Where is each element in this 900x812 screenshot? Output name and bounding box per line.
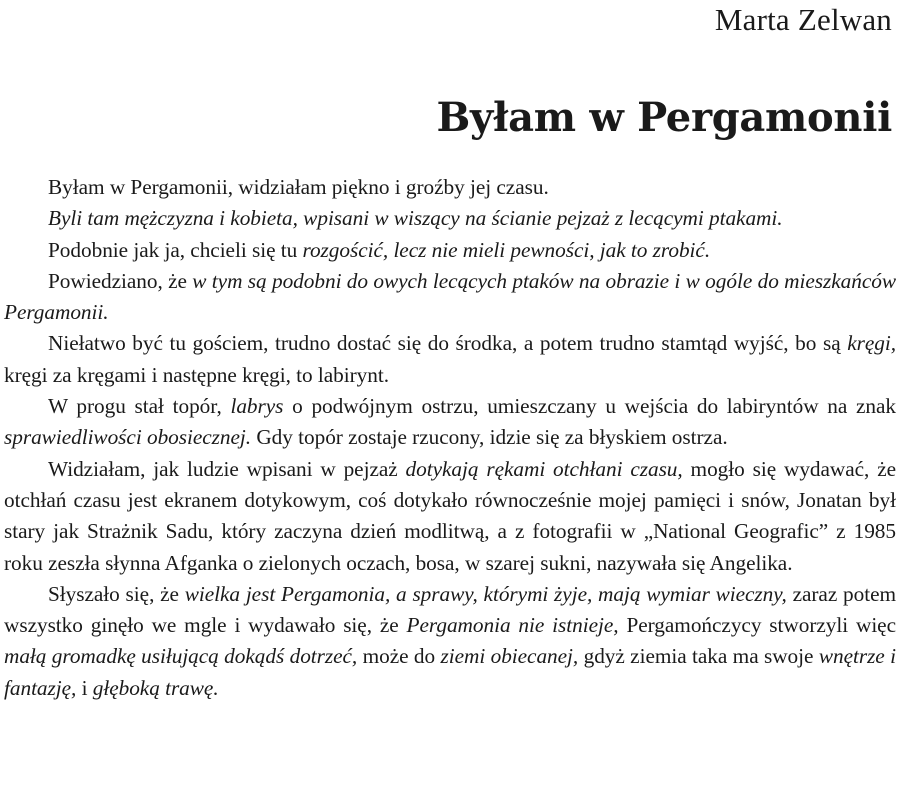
text-run: Widziałam, jak ludzie wpisani w pejzaż [48,456,406,481]
text-run: Niełatwo być tu gościem, trudno dostać się do środka, a potem trudno stamtąd wyjść, bo są [48,331,848,356]
text-run-italic: wielka jest Pergamonia, a sprawy, którymi żyje, mają wymiar wieczny, [184,581,787,606]
text-run-italic: małą gromadkę usiłującą dokądś dotrzeć, [4,644,358,669]
text-run: Słyszało się, że [48,581,185,606]
body-text [4,172,896,704]
text-run: Pergamończycy stworzyli więc [618,613,896,638]
text-run-italic: dotykają rękami otchłani czasu, [405,456,683,481]
text-run-italic: w tym są podobni do owych lecących ptaków na obrazie i w ogóle do mieszkańców Pergamonii. [4,268,896,325]
paragraph [4,454,896,579]
text-run: Powiedziano, że [48,268,193,293]
text-run: i [76,675,93,700]
text-run-italic: sprawiedliwości obosiecznej. [4,425,252,450]
text-run-italic: Byli tam mężczyzna i kobieta, wpisani w wiszący na ścianie pejzaż z lecącymi ptakami. [48,206,783,231]
paragraph [4,266,896,329]
text-run-italic: ziemi obiecanej, [440,644,579,669]
text-run: kręgi za kręgami i następne kręgi, to labirynt. [4,362,389,387]
text-run: Byłam w Pergamonii, widziałam piękno i groźby jej czasu. [48,175,549,199]
text-run-italic: labrys [230,394,284,419]
text-run-italic: wnętrze i fantazję, [4,644,896,700]
text-run: mogło się wydawać, że otchłań czasu jest ekranem dotykowym, coś dotykało równocześnie mojej pamięci i snów, Jonatan był stary jak Strażnik Sadu, który zaczyna dzień modlitwą, a z fotografii w „National Geografic” z 1985 roku zeszła słynna Afganka o zielonych oczach, bosa, w szarej sukni, nazywała się Angelika. [4,456,897,575]
text-run-italic: Pergamonia nie istnieje, [406,613,619,638]
paragraph [4,235,896,266]
paragraph [4,203,896,234]
text-run-italic: kręgi, [847,331,896,356]
text-run: Gdy topór zostaje rzucony, idzie się za błyskiem ostrza. [251,425,728,450]
text-run: gdyż ziemia taka ma swoje [578,644,819,669]
text-run-italic: rozgościć, lecz nie mieli pewności, jak to zrobić. [302,237,711,262]
page-title: Byłam w Pergamonii [436,94,892,141]
paragraph [4,328,896,391]
paragraph [4,579,896,704]
text-run: zaraz potem wszystko ginęło we mgle i wydawało się, że [4,581,896,638]
author-name: Marta Zelwan [714,2,892,37]
text-run-italic: głęboką trawę. [92,675,219,700]
paragraph [4,391,896,454]
text-run: Podobnie jak ja, chcieli się tu [48,237,303,262]
paragraph [4,172,896,203]
text-run: o podwójnym ostrzu, umieszczany u wejścia do labiryntów na znak [283,394,897,419]
text-run: W progu stał topór, [48,394,231,419]
text-run: może do [357,644,441,669]
